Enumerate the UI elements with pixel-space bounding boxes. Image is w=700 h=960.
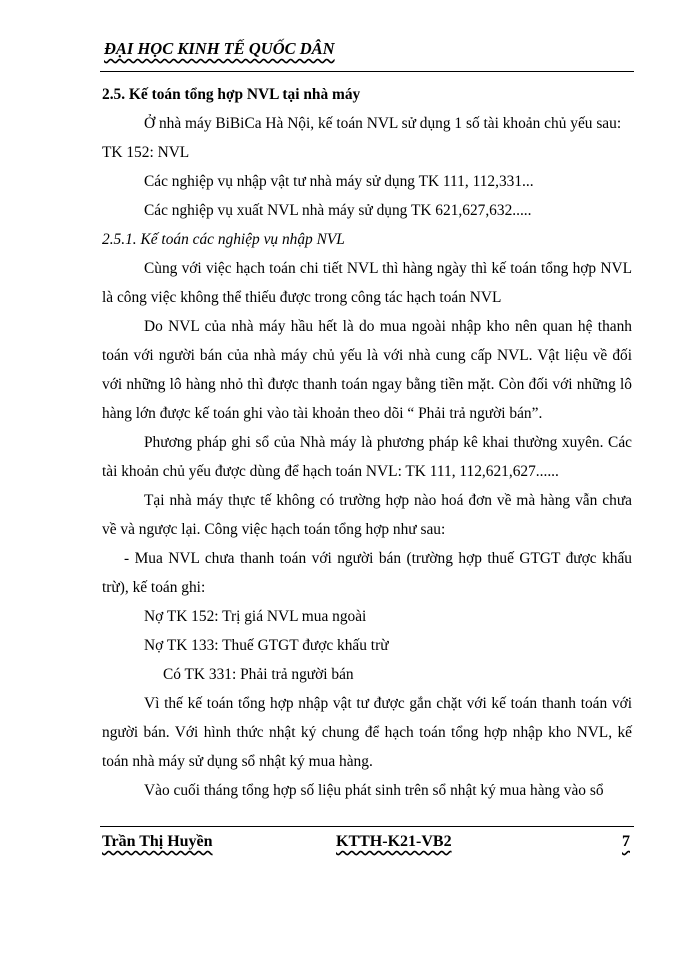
export-line: Các nghiệp vụ xuất NVL nhà máy sử dụng TK 621,627,632..... [144,202,532,219]
footer-class-code: KTTH-K21-VB2 [336,833,452,850]
section-heading: 2.5. Kế toán tổng hợp NVL tại nhà máy [102,86,361,103]
paragraph: Phương pháp ghi sổ của Nhà máy là phương pháp kê khai thường xuyên. Các tài khoản chủ yếu được dùng để hạch toán NVL: TK 111, 112,621,627...... [102,434,632,480]
bullet-paragraph: - Mua NVL chưa thanh toán với người bán (trường hợp thuế GTGT được khấu trừ), kế toán ghi: [102,550,632,596]
paragraph: Cùng với việc hạch toán chi tiết NVL thì hàng ngày thì kế toán tổng hợp NVL là công việc không thể thiếu được trong công tác hạch toán NVL [102,260,632,306]
document-body [102,80,632,805]
page-footer [0,833,700,857]
journal-entry-credit: Có TK 331: Phải trả người bán [163,666,354,683]
paragraph: Tại nhà máy thực tế không có trường hợp nào hoá đơn về mà hàng vẫn chưa về và ngược lại. Công việc hạch toán tổng hợp như sau: [102,492,632,538]
journal-entry-debit: Nợ TK 152: Trị giá NVL mua ngoài [144,608,367,625]
header-rule [100,71,634,72]
paragraph: Do NVL của nhà máy hầu hết là do mua ngoài nhập kho nên quan hệ thanh toán với người bán của nhà máy chủ yếu là với nhà cung cấp NVL. Vật liệu về đối với những lô hàng nhỏ thì được thanh toán ngay bằng tiền mặt. Còn đối với những lô hàng lớn được kế toán ghi vào tài khoản theo dõi “ Phải trả người bán”. [102,318,632,422]
footer-author: Trần Thị Huyền [102,833,213,850]
paragraph: Vì thế kế toán tổng hợp nhập vật tư được gắn chặt với kế toán thanh toán với người bán. Với hình thức nhật ký chung để hạch toán tổng hợp nhập kho NVL, kế toán nhà máy sử dụng sổ nhật ký mua hàng. [102,695,632,770]
import-line: Các nghiệp vụ nhập vật tư nhà máy sử dụng TK 111, 112,331... [144,173,534,190]
page-number: 7 [622,833,630,850]
paragraph: Vào cuối tháng tổng hợp số liệu phát sinh trên sổ nhật ký mua hàng vào sổ [144,782,604,799]
footer-rule [100,826,634,827]
subsection-heading: 2.5.1. Kế toán các nghiệp vụ nhập NVL [102,231,345,248]
paragraph: Ở nhà máy BiBiCa Hà Nội, kế toán NVL sử dụng 1 số tài khoản chủ yếu sau: [144,115,622,132]
page-header-title: ĐẠI HỌC KINH TẾ QUỐC DÂN [104,39,335,58]
journal-entry-debit: Nợ TK 133: Thuế GTGT được khấu trừ [144,637,389,654]
account-line: TK 152: NVL [102,144,190,161]
